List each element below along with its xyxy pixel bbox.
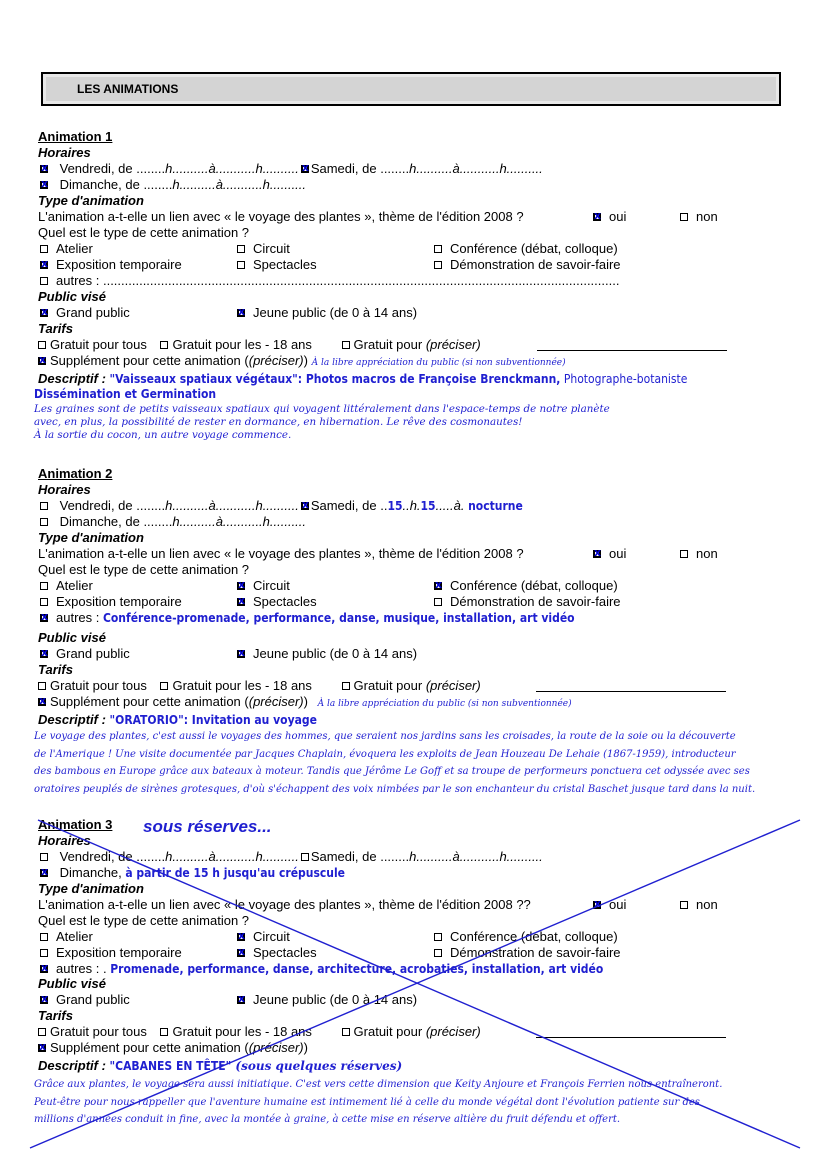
supplement-row: xSupplément pour cette animation ((préciser)) À la libre appréciation du public (si non subventionnée) (38, 353, 566, 368)
reserve-note: sous réserves... (143, 817, 272, 836)
opt-circuit: x Circuit (237, 929, 290, 944)
opt-autres: xautres : Conférence-promenade, performance, danse, musique, installation, art vidéo (40, 610, 575, 625)
autres-text: Conférence-promenade, performance, danse, musique, installation, art vidéo (102, 611, 575, 625)
descriptif-row: Descriptif : "CABANES EN TÊTE" (sous quelques réserves) (38, 1058, 403, 1073)
vendredi-row: Vendredi, de ........h..........à...........h..........x Samedi, de ..15..h.15.....à. nocturne (40, 498, 523, 513)
supplement-note: À la libre appréciation du public (si non subventionnée) (311, 358, 566, 368)
opt-expo: Exposition temporaire (40, 945, 182, 960)
descriptif-text: Grâce aux plantes, le voyage sera aussi initiatique. C'est vers cette dimension que Keity Anjoure et François Ferrien nous entraîneront. Peut-être pour nous rappeller que l'aventure humaine est intimement lié à celle du monde végétal dont l'évolution patiente sur des millions d'années conduit in fine, avec la montée à graine, à cette mise en réserve altière du fruit défendu et offert. (34, 1079, 723, 1125)
lien-non: non (680, 209, 718, 224)
type-question: Quel est le type de cette animation ? (38, 562, 250, 577)
section-title: LES ANIMATIONS (77, 82, 179, 96)
autres-text: Promenade, performance, danse, architecture, acrobaties, installation, art vidéo (110, 962, 604, 976)
lien-non: non (680, 546, 718, 561)
horaires-label: Horaires (38, 833, 91, 848)
dimanche-text: à partir de 15 h jusqu'au crépuscule (125, 866, 345, 880)
opt-grand-public: xGrand public (40, 646, 130, 661)
public-label: Public visé (38, 630, 106, 645)
descriptif-text: Les graines sont de petits vaisseaux spatiaux qui voyagent littéralement dans l'espace-temps de notre planète avec, en plus, la possibilité de rester en dormance, en hibernation. Le rêve des cosmonautes! À la sortie du cocon, un autre voyage commence. (34, 403, 610, 441)
dimanche-row: x Dimanche, de ........h..........à...........h.......... (40, 177, 306, 192)
vendredi-row: Vendredi, de ........h..........à...........h.......... Samedi, de ........h..........à...........h.......... (40, 849, 543, 864)
type-label: Type d'animation (38, 193, 144, 208)
descriptif-row: Descriptif : "ORATORIO": Invitation au voyage (38, 712, 317, 727)
opt-conference: x Conférence (débat, colloque) (434, 578, 618, 593)
lien-oui: x oui (593, 209, 626, 224)
descriptif-row: Descriptif : "Vaisseaux spatiaux végétaux": Photos macros de Françoise Brenckmann, Photographe-botaniste (38, 371, 688, 386)
type-question: Quel est le type de cette animation ? (38, 225, 250, 240)
animation-title: Animation 3 (38, 817, 113, 832)
lien-question: L'animation a-t-elle un lien avec « le voyage des plantes », thème de l'édition 2008 ? (38, 209, 524, 224)
descriptif-text: Le voyage des plantes, c'est aussi le voyages des hommes, que seraient nos jardins sans les croisades, la route de la soie ou la découverte de l'Amerique ! Une visite documentée par Jacques Chaplain, évoquera les exploits de Jean Houzeau De Lehaie (1867-1959), introducteur des bambous en Europe grâce aux bateaux à moteur. Tandis que Jérôme Le Goff et sa troupe de performeurs ponctuera cet odyssée avec ses oratoires peuplés de sirènes grotesques, d'où s'échappent des voix nimbées par le son enchanteur du cristal Baschet jusque tard dans la nuit. (34, 731, 756, 795)
tarif-row: Gratuit pour tous Gratuit pour les - 18 ans Gratuit pour (préciser) (38, 337, 481, 352)
opt-spectacles: x Spectacles (237, 594, 317, 609)
opt-conference: Conférence (débat, colloque) (434, 241, 618, 256)
opt-autres: xautres : . Promenade, performance, danse, architecture, acrobaties, installation, art vidéo (40, 961, 603, 976)
opt-circuit: x Circuit (237, 578, 290, 593)
opt-demo: Démonstration de savoir-faire (434, 594, 621, 609)
type-label: Type d'animation (38, 881, 144, 896)
opt-conference: Conférence (débat, colloque) (434, 929, 618, 944)
opt-circuit: Circuit (237, 241, 290, 256)
opt-atelier: Atelier (40, 929, 93, 944)
opt-expo: xExposition temporaire (40, 257, 182, 272)
dimanche-row: Dimanche, de ........h..........à...........h.......... (40, 514, 306, 529)
opt-grand-public: xGrand public (40, 305, 130, 320)
public-label: Public visé (38, 289, 106, 304)
descriptif-title: "ORATORIO": Invitation au voyage (109, 713, 317, 727)
opt-jeune-public: x Jeune public (de 0 à 14 ans) (237, 646, 417, 661)
tarif-row: Gratuit pour tous Gratuit pour les - 18 ans Gratuit pour (préciser) (38, 1024, 481, 1039)
opt-demo: Démonstration de savoir-faire (434, 945, 621, 960)
animation-title: Animation 2 (38, 466, 113, 481)
type-question: Quel est le type de cette animation ? (38, 913, 250, 928)
supplement-note: À la libre appréciation du public (si non subventionnée) (317, 699, 572, 709)
horaires-label: Horaires (38, 482, 91, 497)
horaires-label: Horaires (38, 145, 91, 160)
lien-question: L'animation a-t-elle un lien avec « le voyage des plantes », thème de l'édition 2008 ? (38, 546, 524, 561)
supplement-row: xSupplément pour cette animation ((préciser)) À la libre appréciation du public (si non subventionnée) (38, 694, 572, 709)
dimanche-row: x Dimanche, à partir de 15 h jusqu'au crépuscule (40, 865, 345, 880)
public-label: Public visé (38, 976, 106, 991)
opt-jeune-public: x Jeune public (de 0 à 14 ans) (237, 992, 417, 1007)
vendredi-row: x Vendredi, de ........h..........à...........h..........x Samedi, de ........h..........à...........h.......... (40, 161, 543, 176)
opt-spectacles: Spectacles (237, 257, 317, 272)
tarifs-label: Tarifs (38, 321, 73, 336)
opt-expo: Exposition temporaire (40, 594, 182, 609)
lien-non: non (680, 897, 718, 912)
opt-jeune-public: x Jeune public (de 0 à 14 ans) (237, 305, 417, 320)
lien-question: L'animation a-t-elle un lien avec « le voyage des plantes », thème de l'édition 2008 ?? (38, 897, 531, 912)
opt-grand-public: xGrand public (40, 992, 130, 1007)
descriptif-title: "CABANES EN TÊTE" (109, 1059, 232, 1073)
supplement-row: xSupplément pour cette animation ((préciser)) (38, 1040, 308, 1055)
tarif-row: Gratuit pour tous Gratuit pour les - 18 ans Gratuit pour (préciser) (38, 678, 481, 693)
opt-autres: autres : ............................................................................................................................................... (40, 273, 619, 288)
opt-spectacles: x Spectacles (237, 945, 317, 960)
opt-atelier: Atelier (40, 241, 93, 256)
opt-atelier: Atelier (40, 578, 93, 593)
lien-oui: x oui (593, 546, 626, 561)
type-label: Type d'animation (38, 530, 144, 545)
opt-demo: Démonstration de savoir-faire (434, 257, 621, 272)
tarifs-label: Tarifs (38, 1008, 73, 1023)
animation-title: Animation 1 (38, 129, 113, 144)
descriptif-subtitle: Dissémination et Germination (34, 387, 217, 401)
lien-oui: x oui (593, 897, 626, 912)
descriptif-title: "Vaisseaux spatiaux végétaux": Photos macros de Françoise Brenckmann, (109, 372, 561, 386)
tarifs-label: Tarifs (38, 662, 73, 677)
